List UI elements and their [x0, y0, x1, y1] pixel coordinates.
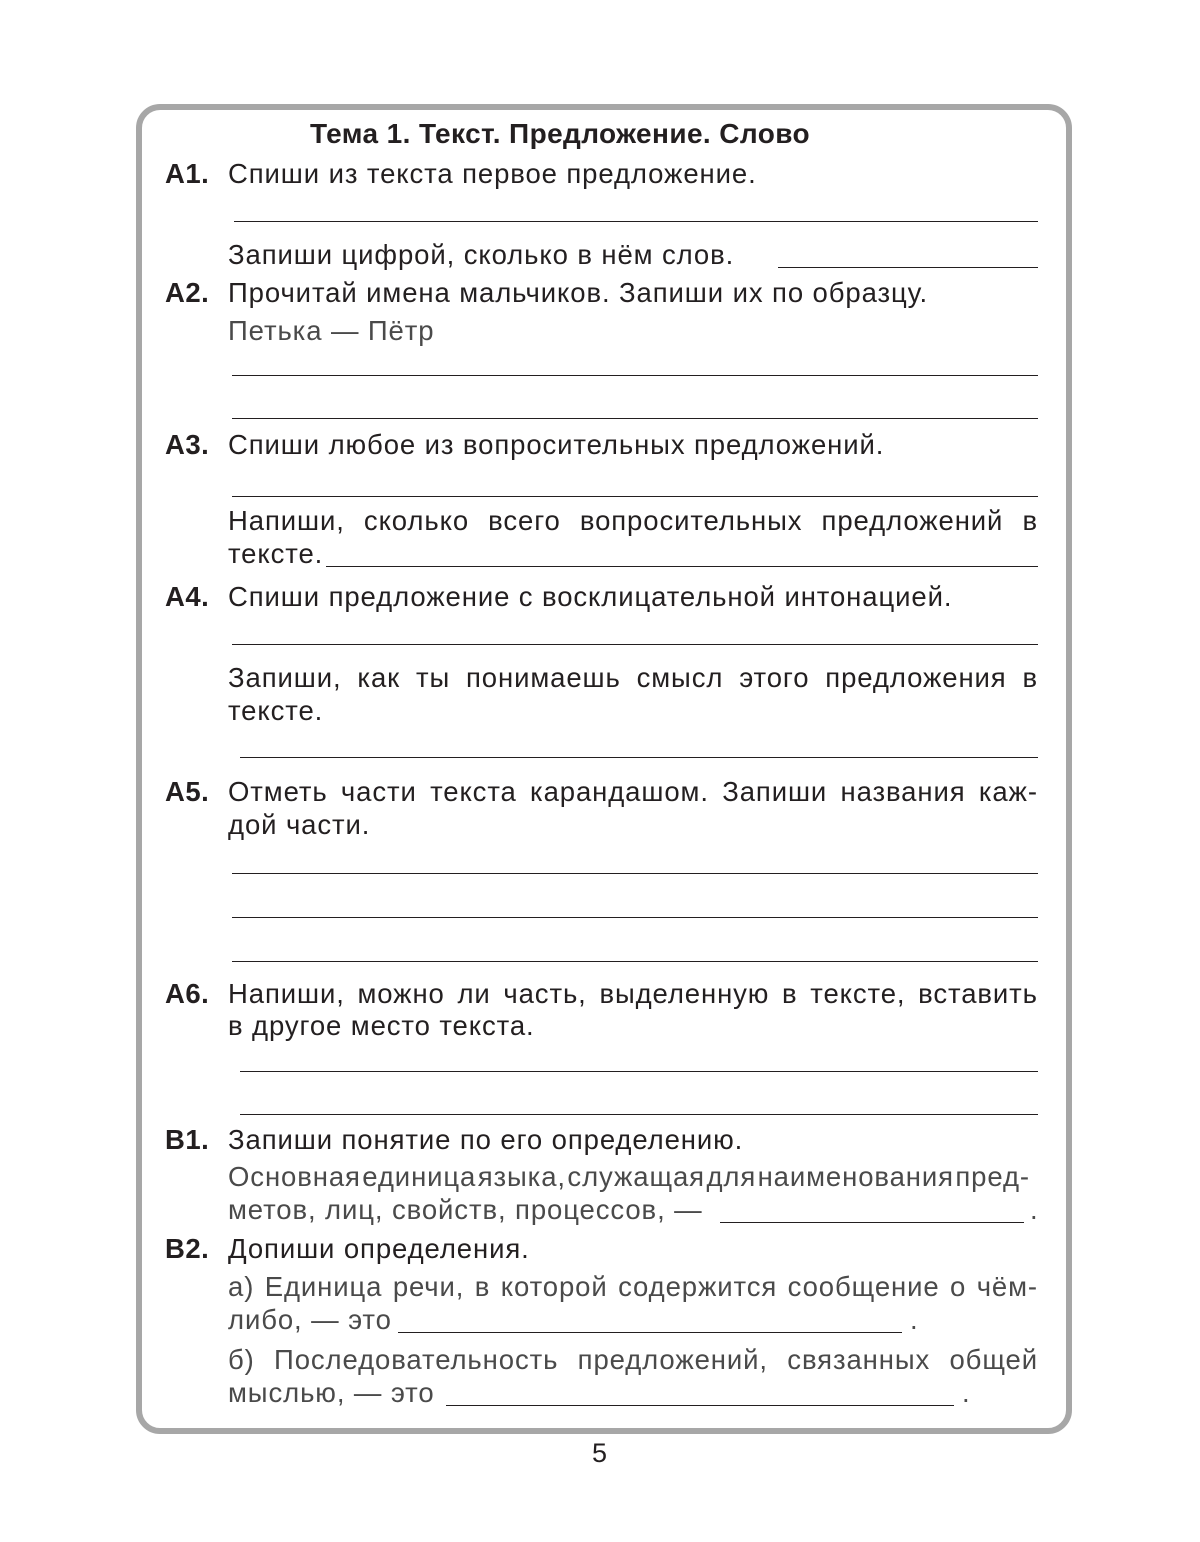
word: а) [228, 1271, 255, 1302]
subtask-text-a1: Запиши цифрой, сколько в нём слов. [228, 239, 735, 270]
answer-line-a6-1[interactable] [240, 1071, 1038, 1072]
word: Запиши, [228, 662, 342, 693]
page-number: 5 [592, 1438, 608, 1468]
word: ли [457, 978, 491, 1009]
word: пред- [955, 1161, 1030, 1192]
task-label-a3: А3. [165, 429, 210, 460]
word: содержится [618, 1271, 778, 1302]
word: для [706, 1161, 757, 1192]
task-text-b2: Допиши определения. [228, 1233, 530, 1264]
definition-text-b1 [228, 1161, 1030, 1193]
task-label-a6: А6. [165, 978, 210, 1009]
word: Запиши [722, 776, 828, 807]
word: вопросительных [579, 505, 803, 536]
answer-line-b2a[interactable] [398, 1332, 902, 1333]
definition-text-b1-cont: метов, лиц, свойств, процессов, — [228, 1194, 703, 1225]
word: тексте, [810, 978, 906, 1009]
subtask-text-a4-cont: тексте. [228, 695, 324, 726]
word: предложений [821, 505, 1004, 536]
word: в [1022, 505, 1038, 536]
word: предложения [825, 662, 1007, 693]
word: в [474, 1271, 491, 1302]
answer-line-a4-meaning[interactable] [240, 757, 1038, 758]
period-b2a: . [910, 1304, 919, 1335]
answer-line-b1[interactable] [720, 1222, 1024, 1223]
word: речи, [392, 1271, 465, 1302]
word: связанных [787, 1344, 931, 1375]
answer-line-a1-count[interactable] [778, 267, 1038, 268]
word: части [340, 776, 417, 807]
task-text-a6 [228, 978, 1038, 1010]
word: как [357, 662, 401, 693]
example-text-a2: Петька — Пётр [228, 315, 435, 346]
task-label-b1: В1. [165, 1124, 210, 1155]
definition-text-b2b-cont: мыслью, — это [228, 1377, 435, 1408]
subtask-text-a4 [228, 662, 1038, 694]
task-text-a4: Спиши предложение с восклицательной интонацией. [228, 581, 953, 612]
word: Напиши, [228, 978, 345, 1009]
word: Напиши, [228, 505, 345, 536]
answer-line-a6-2[interactable] [240, 1114, 1038, 1115]
word: ты [415, 662, 451, 693]
period-b2b: . [962, 1377, 971, 1408]
definition-text-b2a-cont: либо, — это [228, 1304, 392, 1335]
task-text-a6-cont: в другое место текста. [228, 1010, 535, 1041]
answer-line-a5-3[interactable] [232, 961, 1038, 962]
word: текста [430, 776, 517, 807]
subtask-text-a3-cont: тексте. [228, 538, 324, 569]
word: всего [488, 505, 561, 536]
word: можно [357, 978, 445, 1009]
answer-line-a4[interactable] [232, 644, 1038, 645]
word: понимаешь [466, 662, 621, 693]
word: вставить [918, 978, 1038, 1009]
word: Основная [228, 1161, 361, 1192]
task-label-a4: А4. [165, 581, 210, 612]
word: названия [840, 776, 966, 807]
answer-line-a5-2[interactable] [232, 917, 1038, 918]
word: смысл [636, 662, 724, 693]
task-label-a1: А1. [165, 158, 210, 189]
answer-line-a2-2[interactable] [232, 418, 1038, 419]
page-title: Тема 1. Текст. Предложение. Слово [310, 118, 810, 149]
word: выделенную [599, 978, 770, 1009]
answer-line-b2b[interactable] [446, 1405, 954, 1406]
task-text-a5-cont: дой части. [228, 809, 371, 840]
answer-line-a5-1[interactable] [232, 873, 1038, 874]
subtask-text-a3 [228, 505, 1038, 537]
answer-line-a2-1[interactable] [232, 375, 1038, 376]
word: общей [949, 1344, 1038, 1375]
word: единица [362, 1161, 477, 1192]
task-text-a3: Спиши любое из вопросительных предложений. [228, 429, 885, 460]
task-text-a5 [228, 776, 1038, 808]
word: чём- [976, 1271, 1038, 1302]
task-label-b2: В2. [165, 1233, 210, 1264]
word: в [782, 978, 798, 1009]
word: о [950, 1271, 967, 1302]
word: Отметь [228, 776, 328, 807]
word: Последовательность [274, 1344, 559, 1375]
word: наименования [757, 1161, 954, 1192]
word: в [1022, 662, 1038, 693]
word: языка, [477, 1161, 566, 1192]
task-label-a5: А5. [165, 776, 210, 807]
word: карандашом. [530, 776, 709, 807]
task-text-a2: Прочитай имена мальчиков. Запиши их по образцу. [228, 277, 929, 308]
definition-text-b2b [228, 1344, 1038, 1376]
answer-line-a3-count[interactable] [326, 566, 1038, 567]
word: Единица [264, 1271, 383, 1302]
word: сообщение [787, 1271, 940, 1302]
word: часть, [503, 978, 587, 1009]
task-text-b1: Запиши понятие по его определению. [228, 1124, 744, 1155]
word: предложений, [577, 1344, 768, 1375]
word: этого [739, 662, 810, 693]
word: которой [500, 1271, 608, 1302]
word: служащая [567, 1161, 705, 1192]
definition-text-b2a [228, 1271, 1038, 1303]
task-text-a1: Спиши из текста первое предложение. [228, 158, 757, 189]
task-label-a2: А2. [165, 277, 210, 308]
period-b1: . [1030, 1194, 1039, 1225]
word: б) [228, 1344, 255, 1375]
answer-line-a1[interactable] [234, 221, 1038, 222]
answer-line-a3[interactable] [232, 496, 1038, 497]
word: сколько [363, 505, 470, 536]
word: каж- [978, 776, 1038, 807]
